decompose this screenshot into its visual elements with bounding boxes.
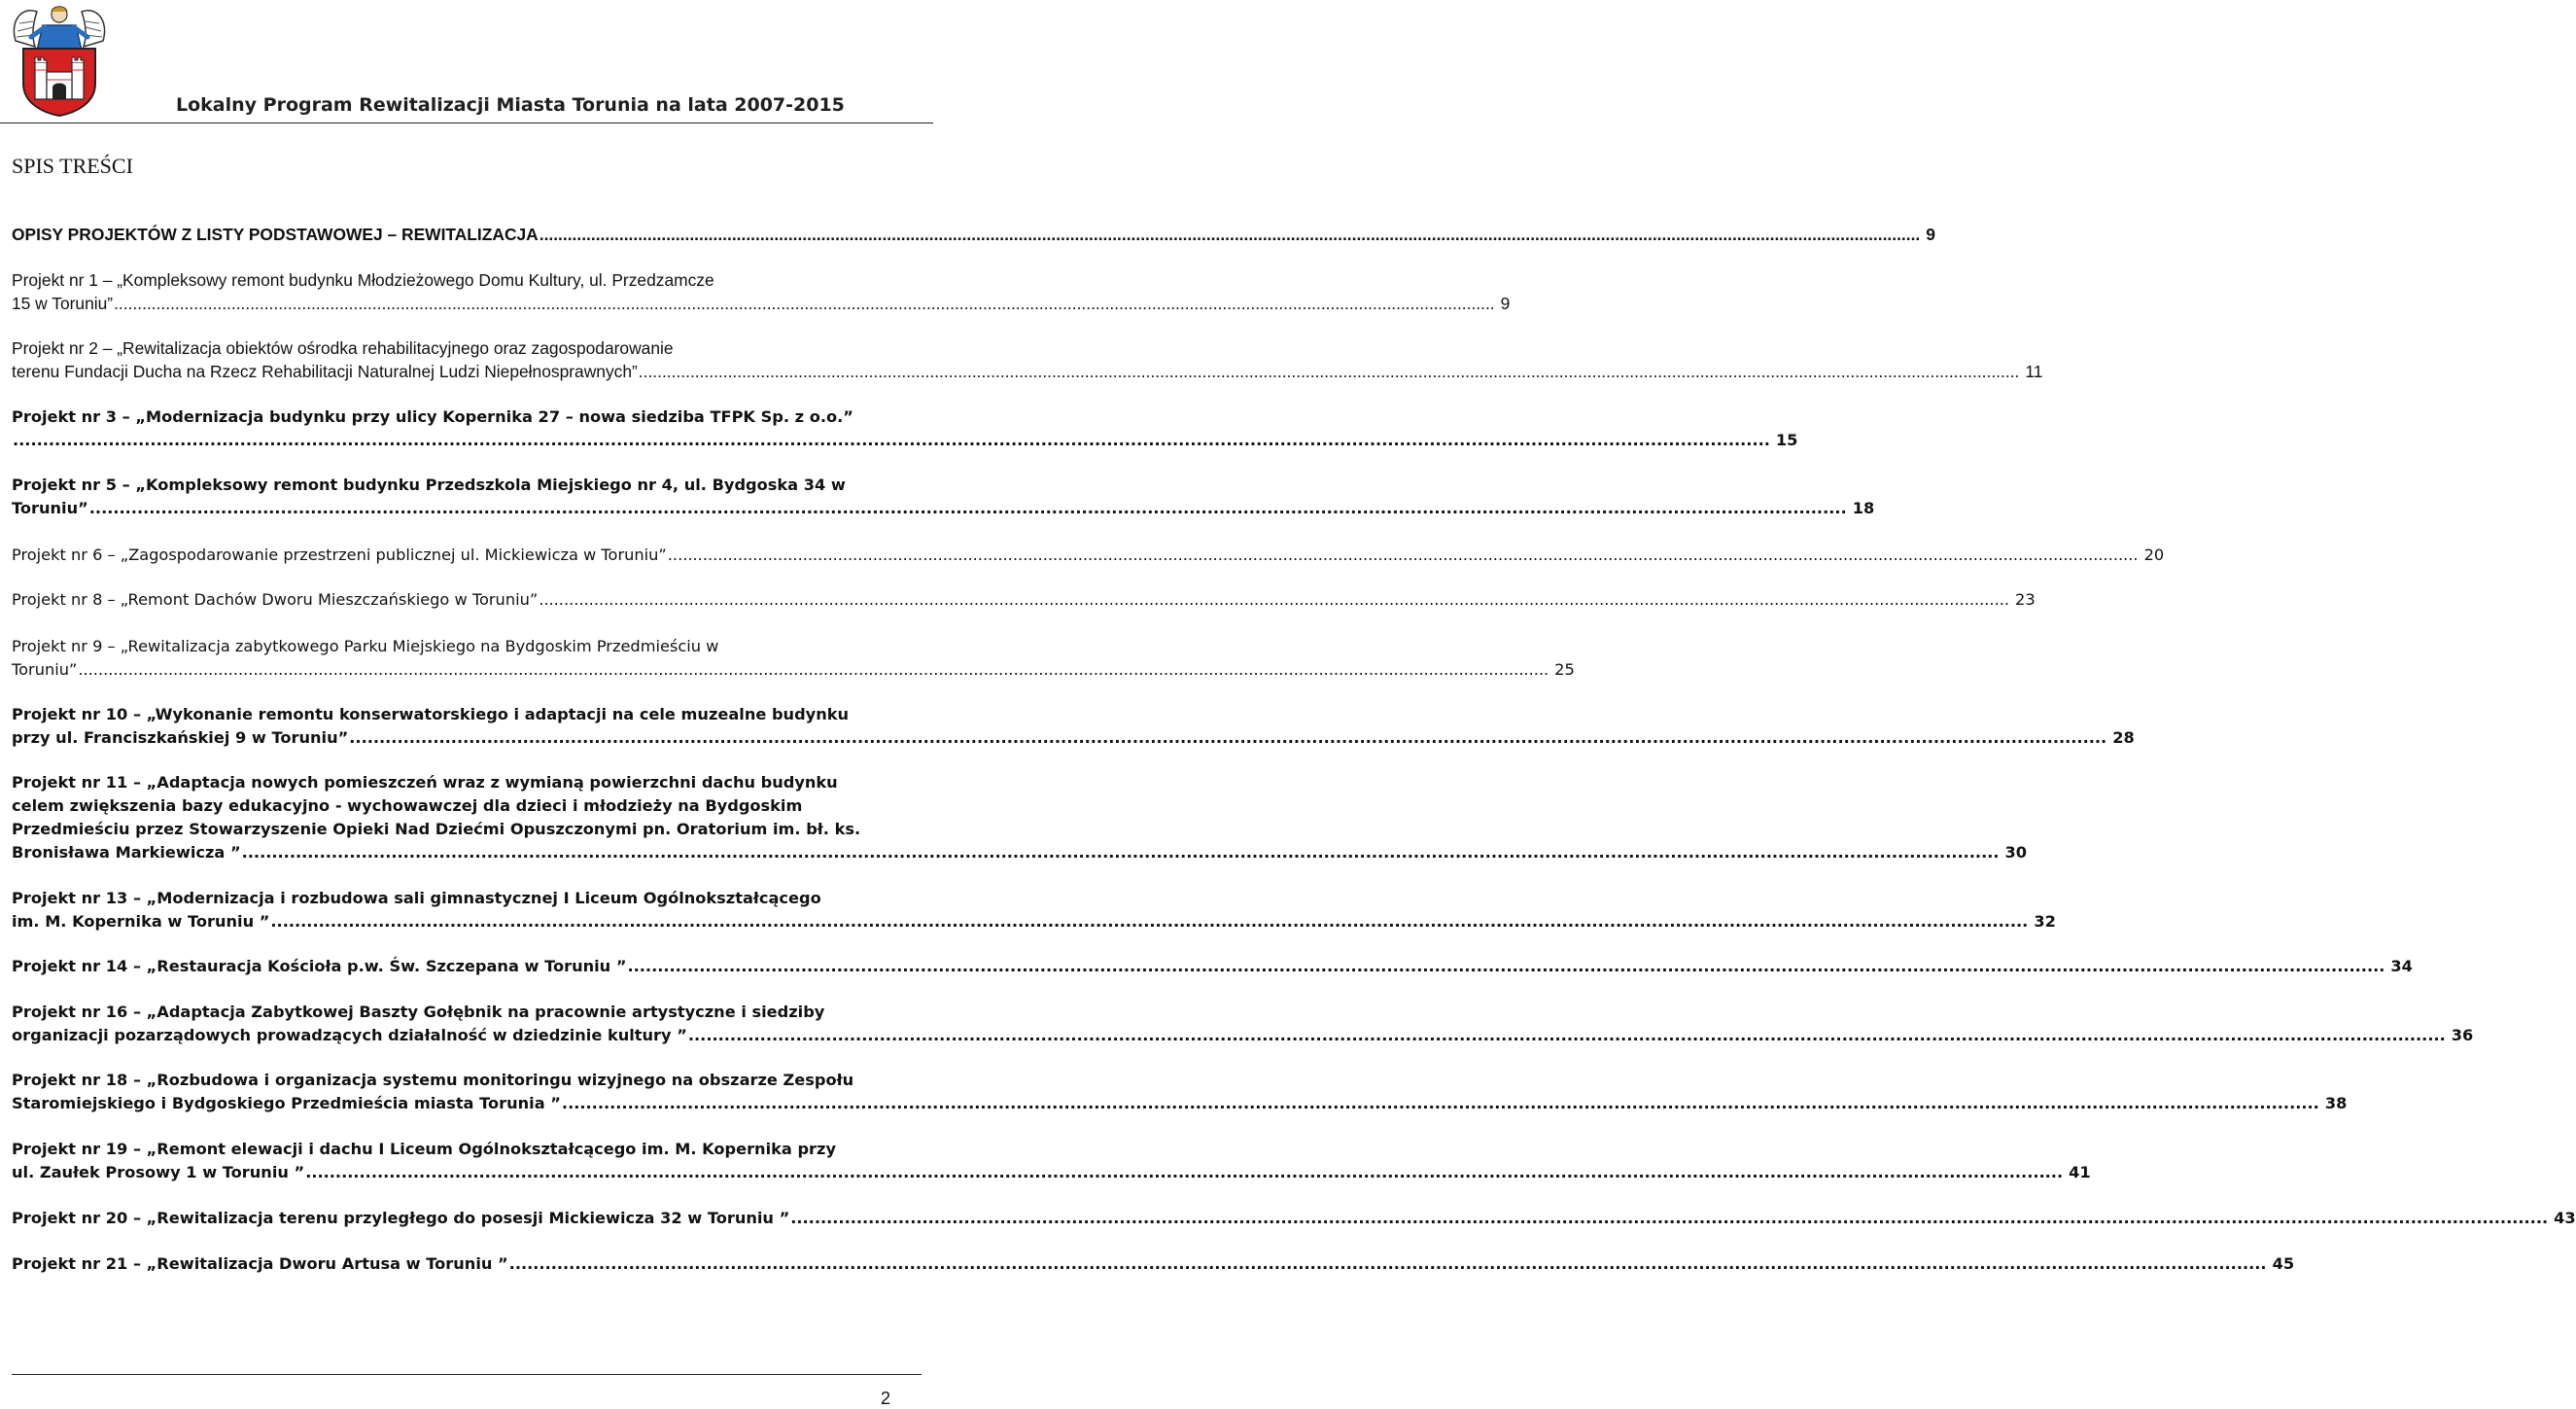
dot-leader [639, 360, 2020, 383]
toc-entry-page: 38 [2324, 1094, 2348, 1112]
toc-entry[interactable] [12, 1252, 2295, 1276]
dot-leader [540, 223, 1921, 246]
toc-entry-title: Bronisława Markiewicza ” [12, 843, 241, 862]
toc-entry-page: 28 [2112, 728, 2135, 747]
toc-entry-title: 15 w Toruniu” [12, 294, 114, 313]
toc-entry-line [12, 887, 922, 910]
toc-entry-line [12, 1069, 922, 1092]
toc-entry-line [12, 635, 922, 658]
toc-entry[interactable] [12, 635, 1575, 682]
toc-entry-page: 36 [2451, 1026, 2474, 1044]
toc-entry-line [12, 360, 2043, 383]
dot-leader [13, 429, 1770, 452]
dot-leader [305, 1161, 2063, 1184]
toc-entry[interactable] [12, 887, 2056, 933]
toc-entry-title: Projekt nr 20 – „Rewitalizacja terenu przyległego do posesji Mickiewicza 32 w Toruniu ” [12, 1209, 790, 1227]
toc-entry-page: 25 [1554, 660, 1575, 679]
toc-entry-line [12, 910, 2056, 933]
dot-leader [114, 292, 1495, 315]
toc-entry[interactable] [12, 268, 1511, 315]
toc-entry-line [12, 223, 1935, 246]
dot-leader [89, 497, 1847, 520]
toc-entry-title: przy ul. Franciszkańskiej 9 w Toruniu” [12, 728, 349, 747]
toc-entry-title: Projekt nr 1 – „Kompleksowy remont budynku Młodzieżowego Domu Kultury, ul. Przedzamcze [12, 270, 714, 290]
toc-entry-line [12, 336, 922, 360]
toc-entry[interactable] [12, 771, 2028, 864]
toc-entry-line [12, 1024, 2474, 1047]
toc-entry-line [12, 1252, 2295, 1276]
toc-entry-title: Projekt nr 11 – „Adaptacja nowych pomieszczeń wraz z wymianą powierzchni dachu budynku [12, 773, 838, 792]
dot-leader [627, 955, 2385, 978]
toc-entry-title: Projekt nr 3 – „Modernizacja budynku przy ulicy Kopernika 27 – nowa siedziba TFPK Sp. z o.o.” [12, 407, 853, 426]
toc-entry[interactable] [12, 1207, 2576, 1230]
dot-leader [242, 841, 2000, 864]
dot-leader [509, 1252, 2267, 1276]
toc-entry[interactable] [12, 588, 2036, 612]
toc-entry-line [12, 771, 922, 794]
toc-entry-title: organizacji pozarządowych prowadzących działalność w dziedzinie kultury ” [12, 1026, 687, 1044]
toc-entry-page: 18 [1852, 499, 1875, 517]
toc-entry-line [12, 474, 922, 497]
toc-entry[interactable] [12, 1001, 2474, 1047]
toc-entry-line [12, 405, 922, 429]
toc-entry-page: 11 [2025, 362, 2043, 381]
torun-coat-of-arms-icon [8, 2, 111, 117]
toc-entry[interactable] [12, 1138, 2091, 1184]
toc-entry-page: 9 [1500, 294, 1511, 313]
toc-entry-line [12, 1138, 922, 1161]
toc-entry-line [12, 1161, 2091, 1184]
toc-entry-page: 43 [2554, 1209, 2576, 1227]
toc-entry-page: 45 [2272, 1254, 2295, 1273]
toc-entry[interactable] [12, 703, 2135, 750]
toc-entry-title: Projekt nr 9 – „Rewitalizacja zabytkowego Parku Miejskiego na Bydgoskim Przedmieściu w [12, 637, 719, 655]
toc-entry-title: Toruniu” [12, 499, 88, 517]
toc-entry-page: 30 [2004, 843, 2028, 862]
toc-entry-title: Projekt nr 13 – „Modernizacja i rozbudowa sali gimnastycznej I Liceum Ogólnokształcącego [12, 889, 821, 907]
dot-leader [668, 544, 2139, 567]
toc-entry-line [12, 841, 2028, 864]
toc-entry-page: 34 [2390, 957, 2413, 975]
toc-entry-title: Projekt nr 6 – „Zagospodarowanie przestrzeni publicznej ul. Mickiewicza w Toruniu” [12, 546, 667, 564]
toc-entry[interactable] [12, 223, 1935, 246]
toc-entry-title: Projekt nr 2 – „Rewitalizacja obiektów ośrodka rehabilitacyjnego oraz zagospodarowanie [12, 338, 674, 358]
toc-entry-title: Projekt nr 5 – „Kompleksowy remont budynku Przedszkola Miejskiego nr 4, ul. Bydgoska 34 w [12, 476, 846, 494]
toc-entry-line [12, 292, 1511, 315]
toc-entry-line [12, 658, 1575, 682]
toc-entry[interactable] [12, 336, 2043, 383]
toc-entry-title: Toruniu” [12, 660, 78, 679]
footer-divider [12, 1374, 922, 1375]
toc-entry-line [12, 429, 1798, 452]
toc-entry-page: 23 [2015, 590, 2036, 609]
toc-entry-line [12, 497, 1875, 520]
toc-entry-line [12, 588, 2036, 612]
toc-entry-line [12, 794, 922, 818]
toc-entry-title: Projekt nr 14 – „Restauracja Kościoła p.w. Św. Szczepana w Toruniu ” [12, 957, 627, 975]
dot-leader [349, 726, 2106, 750]
toc-entry-title: Przedmieściu przez Stowarzyszenie Opieki Nad Dziećmi Opuszczonymi pn. Oratorium im. bł. ks. [12, 820, 861, 838]
dot-leader [688, 1024, 2446, 1047]
toc-entry-line [12, 1001, 922, 1024]
dot-leader [78, 658, 1549, 682]
dot-leader [539, 588, 2009, 612]
toc-title: SPIS TREŚCI [12, 154, 133, 178]
dot-leader [270, 910, 2028, 933]
toc-entry-line [12, 1207, 2576, 1230]
toc-entry-title: Projekt nr 8 – „Remont Dachów Dworu Mieszczańskiego w Toruniu” [12, 590, 539, 609]
toc-entry[interactable] [12, 955, 2413, 978]
toc-entry-title: Projekt nr 18 – „Rozbudowa i organizacja systemu monitoringu wizyjnego na obszarze Zespołu [12, 1071, 854, 1089]
toc-entry-title: terenu Fundacji Ducha na Rzecz Rehabilitacji Naturalnej Ludzi Niepełnosprawnych” [12, 362, 638, 381]
toc-entry-page: 41 [2069, 1163, 2091, 1181]
toc-entry-title: OPISY PROJEKTÓW Z LISTY PODSTAWOWEJ – REWITALIZACJA [12, 225, 539, 244]
toc-entry-title: Staromiejskiego i Bydgoskiego Przedmieścia miasta Torunia ” [12, 1094, 561, 1112]
toc-entry-title: Projekt nr 19 – „Remont elewacji i dachu I Liceum Ogólnokształcącego im. M. Kopernika przy [12, 1140, 837, 1158]
toc-entry[interactable] [12, 474, 1875, 520]
toc-entry-page: 32 [2034, 912, 2056, 931]
toc-entry-title: Projekt nr 21 – „Rewitalizacja Dworu Artusa w Toruniu ” [12, 1254, 508, 1273]
toc-entry-line [12, 1092, 2348, 1115]
toc-entry-line [12, 726, 2135, 750]
toc-entry[interactable] [12, 1069, 2348, 1115]
toc-entry-title: Projekt nr 16 – „Adaptacja Zabytkowej Baszty Gołębnik na pracownie artystyczne i siedziby [12, 1003, 825, 1021]
toc-entry-line [12, 703, 922, 726]
toc-entry-line [12, 544, 2165, 567]
dot-leader [562, 1092, 2319, 1115]
toc-entry-page: 20 [2143, 546, 2165, 564]
toc-entry-line [12, 955, 2413, 978]
toc-entry-title: celem zwiększenia bazy edukacyjno - wychowawczej dla dzieci i młodzieży na Bydgoskim [12, 796, 803, 815]
toc-entry[interactable] [12, 405, 1798, 452]
toc-entry[interactable] [12, 544, 2165, 567]
toc-entry-page: 9 [1926, 225, 1935, 244]
toc-entry-line [12, 268, 922, 292]
toc-entry-line [12, 818, 922, 841]
page-number: 2 [880, 1389, 890, 1408]
toc-entry-title: ul. Zaułek Prosowy 1 w Toruniu ” [12, 1163, 305, 1181]
dot-leader [790, 1207, 2548, 1230]
header-title: Lokalny Program Rewitalizacji Miasta Torunia na lata 2007-2015 [176, 94, 845, 116]
toc-entry-page: 15 [1775, 431, 1798, 449]
toc-entry-title: im. M. Kopernika w Toruniu ” [12, 912, 270, 931]
toc-entry-title: Projekt nr 10 – „Wykonanie remontu konserwatorskiego i adaptacji na cele muzealne budynku [12, 705, 850, 723]
